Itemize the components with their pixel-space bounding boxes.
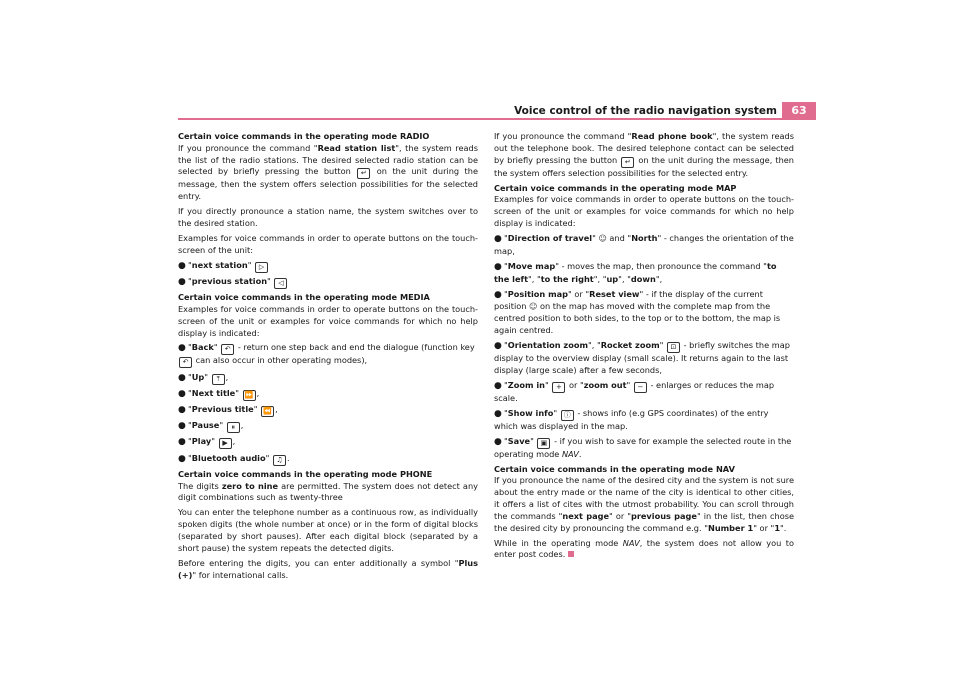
list-item-up: ● "Up" ⤒ , xyxy=(178,371,229,383)
list-item-move-map: ● "Move map" - moves the map, then pronounce the command "to the left", "to the right", "up", "down", xyxy=(494,260,777,284)
back-key-icon: ↶ xyxy=(179,357,192,368)
list-item-pause: ● "Pause" ⏸ , xyxy=(178,420,244,432)
list-item-save: ● "Save" ▣ - if you wish to save for example the selected route in the operating mode NAV. xyxy=(494,435,792,459)
list-item-overview: ● "Orientation zoom", "Rocket zoom" ⊡ - briefly switches the map display to the overview display (small scale). It returns again to the last display (large scale) after a few seconds, xyxy=(494,339,790,375)
phone-paragraph-1: The digits zero to nine are permitted. The system does not detect any digit combinations such as twenty-three xyxy=(178,480,478,503)
map-heading: Certain voice commands in the operating mode MAP xyxy=(494,182,737,193)
info-icon: ⓘ xyxy=(561,410,574,421)
phone-paragraph-3: Before entering the digits, you can enter additionally a symbol "Plus (+)" for international calls. xyxy=(178,557,478,580)
list-item-direction: ● "Direction of travel" ☺ and "North" - changes the orientation of the map, xyxy=(494,232,794,256)
back-icon: ↶ xyxy=(221,344,234,355)
zoom-in-icon: + xyxy=(552,382,565,393)
phonebook-paragraph: If you pronounce the command "Read phone book", the system reads out the telephone book. The desired telephone contact can be selected by briefly pressing the button ↵ on the unit during the message, then the system offers selection possibilities for the selected entry. xyxy=(494,131,794,178)
radio-paragraph-2: If you directly pronounce a station name, the system switches over to the desired station. xyxy=(178,206,478,228)
radio-paragraph-3: Examples for voice commands in order to operate buttons on the touch-screen of the unit: xyxy=(178,232,478,255)
left-column xyxy=(178,131,478,585)
list-item-previous-title: ● "Previous title" ⏪ , xyxy=(178,404,278,416)
page-title: Voice control of the radio navigation system xyxy=(514,105,777,117)
page-header xyxy=(0,104,960,120)
smiley-icon: ☺ xyxy=(598,233,607,243)
list-item-play: ● "Play" ▶ , xyxy=(178,436,236,448)
radio-paragraph-1: If you pronounce the command "Read station list", the system reads the list of the radio stations. The desired selected radio station can be selected by briefly pressing the button ↵ on the unit during the message, then the system offers selection possibilities for the selected entry. xyxy=(178,142,478,202)
position-icon: ☺ xyxy=(529,302,538,312)
nav-paragraph-2: While in the operating mode NAV, the system does not allow you to enter post codes. xyxy=(494,537,795,560)
list-item-bluetooth-audio: ● "Bluetooth audio" ♫ . xyxy=(178,452,290,464)
list-item-back: ● "Back" ↶ - return one step back and end the dialogue (function key ↶ can also occur in other operating modes), xyxy=(178,342,475,367)
media-heading: Certain voice commands in the operating mode MEDIA xyxy=(178,292,430,303)
right-column xyxy=(494,131,794,564)
nav-paragraph-1: If you pronounce the name of the desired city and the system is not sure about the entry made or the name of the city is identical to other cities, it offers a list of cites with the utmost probability. You can scroll through the commands "next page" or "previous page" in the list, then chose the desired city by pronouncing the command e.g. "Number 1" or "1". xyxy=(494,475,795,533)
play-icon: ▶ xyxy=(219,438,232,449)
map-paragraph-1: Examples for voice commands in order to operate buttons on the touch-screen of the unit or examples for voice commands for which no help display is indicated: xyxy=(494,194,794,228)
page-number: 63 xyxy=(782,102,816,120)
phone-paragraph-2: You can enter the telephone number as a continuous row, as individually spoken digits (the whole number at once) or in the form of digital blocks (separated by short pauses). After each digital block (separated by a short pause) the system repeats the detected digits. xyxy=(178,507,478,553)
enter-button-icon: ↵ xyxy=(621,157,634,168)
list-item-previous-station: ● "previous station" ◁ xyxy=(178,276,478,289)
previous-title-icon: ⏪ xyxy=(261,406,274,417)
media-paragraph-1: Examples for voice commands in order to operate buttons on the touch-screen of the unit or examples for voice commands for which no help display is indicated: xyxy=(178,303,478,338)
next-title-icon: ⏩ xyxy=(243,390,256,401)
pause-icon: ⏸ xyxy=(227,422,240,433)
list-item-next-title: ● "Next title" ⏩ , xyxy=(178,387,260,399)
radio-heading: Certain voice commands in the operating mode RADIO xyxy=(178,131,430,141)
save-icon: ▣ xyxy=(537,438,550,449)
list-item-zoom: ● "Zoom in" + or "zoom out" − - enlarges or reduces the map scale. xyxy=(494,379,775,403)
list-item-position-map: ● "Position map" or "Reset view" - if the display of the current position ☺ on the map has moved with the complete map from the centred position to both sides, to the top or to the bottom, the map is again centred. xyxy=(494,288,781,335)
end-of-section-icon xyxy=(568,551,574,557)
list-item-show-info: ● "Show info" ⓘ - shows info (e.g GPS coordinates) of the entry which was displayed in the map. xyxy=(494,407,769,431)
up-icon: ⤒ xyxy=(212,374,225,385)
zoom-out-icon: − xyxy=(634,382,647,393)
enter-button-icon: ↵ xyxy=(357,168,370,179)
overview-icon: ⊡ xyxy=(667,342,680,353)
previous-station-icon: ◁ xyxy=(274,278,287,289)
next-station-icon: ▷ xyxy=(255,262,268,273)
nav-heading: Certain voice commands in the operating mode NAV xyxy=(494,463,735,474)
bluetooth-audio-icon: ♫ xyxy=(273,455,286,466)
phone-heading: Certain voice commands in the operating mode PHONE xyxy=(178,468,433,479)
header-rule xyxy=(178,118,782,120)
list-item-next-station: ● "next station" ▷ xyxy=(178,260,478,273)
